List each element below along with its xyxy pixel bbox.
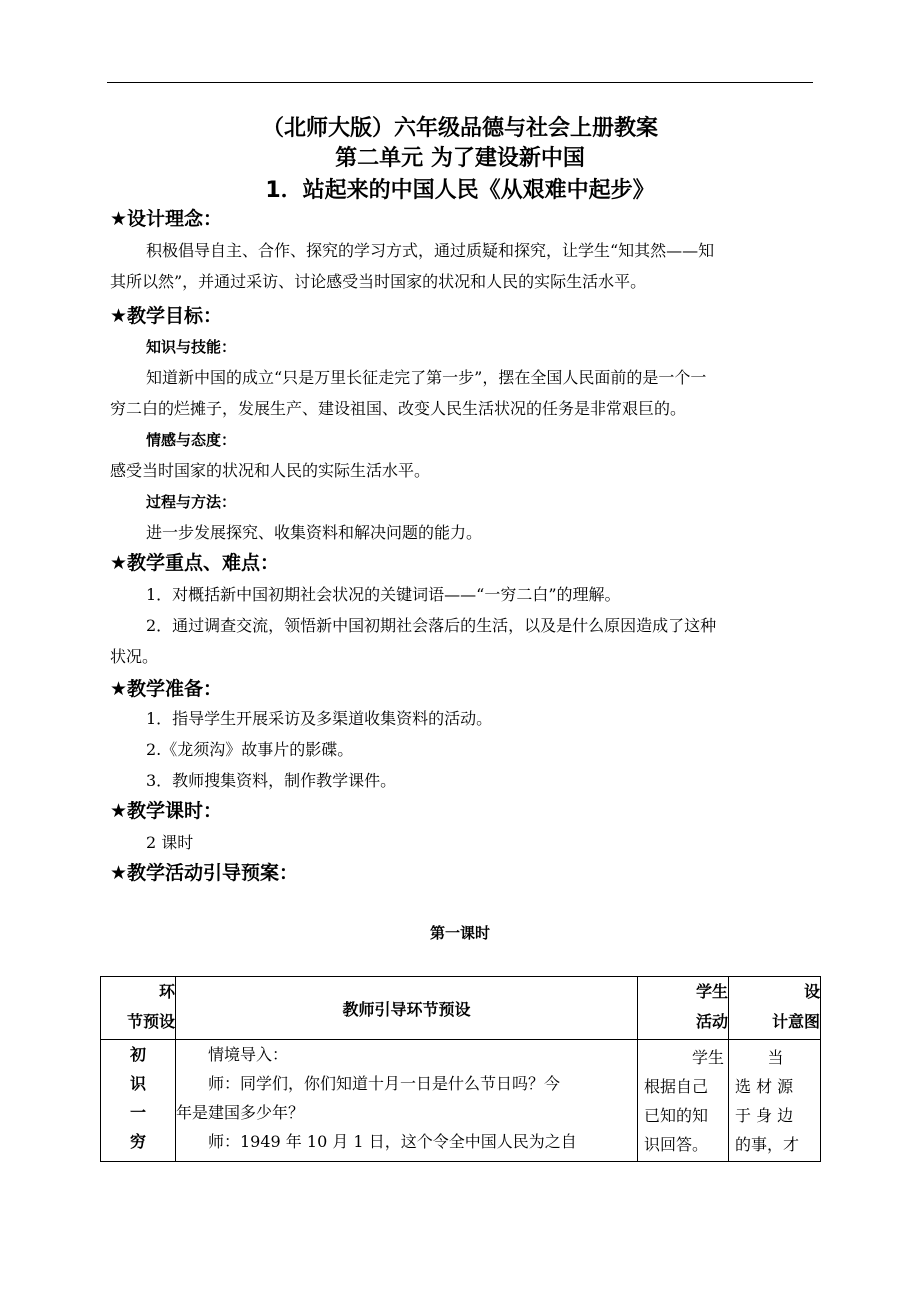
- key-point-2-line2: 状况。: [110, 647, 159, 666]
- teacher-line: 师：1949 年 10 月 1 日，这个令全中国人民为之自: [208, 1132, 577, 1151]
- lesson-plan-table: [100, 976, 821, 1162]
- section-heading-key-points: ★教学重点、难点：: [110, 552, 280, 574]
- student-line: 根据自己: [644, 1077, 709, 1096]
- section-heading-preparation: ★教学准备：: [110, 678, 223, 700]
- section-heading-activities: ★教学活动引导预案：: [110, 862, 299, 884]
- row1-design: [729, 1040, 821, 1162]
- header-step-line1: 环: [158, 982, 175, 1001]
- doc-title: （北师大版）六年级品德与社会上册教案: [261, 116, 658, 141]
- hours-value: 2 课时: [146, 833, 194, 852]
- design-line: 当: [767, 1048, 784, 1067]
- row1-student: [638, 1040, 729, 1162]
- design-concept-line1: 积极倡导自主、合作、探究的学习方式，通过质疑和探究，让学生“知其然——知: [146, 241, 715, 260]
- student-line: 已知的知: [644, 1106, 709, 1125]
- header-rule: [107, 82, 813, 83]
- row1-step: [101, 1040, 176, 1162]
- subheading-emotion: 情感与态度：: [146, 431, 237, 449]
- design-line: 选 材 源: [735, 1077, 794, 1096]
- student-line: 识回答。: [644, 1135, 709, 1154]
- preparation-item-2: 2.《龙须沟》故事片的影碟。: [146, 740, 354, 759]
- header-design-line1: 设: [803, 982, 820, 1001]
- section-heading-objectives: ★教学目标：: [110, 305, 223, 327]
- header-step: [101, 977, 176, 1040]
- preparation-item-3: 3．教师搜集资料，制作教学课件。: [146, 771, 397, 790]
- teacher-line: 年是建国多少年？: [176, 1103, 305, 1122]
- table-row: [101, 1040, 821, 1162]
- teacher-line: 师：同学们，你们知道十月一日是什么节日吗？今: [208, 1074, 561, 1093]
- emotion-line1: 感受当时国家的状况和人民的实际生活水平。: [110, 461, 431, 480]
- teacher-line: 情境导入：: [208, 1045, 289, 1064]
- design-concept-line2: 其所以然”，并通过采访、讨论感受当时国家的状况和人民的实际生活水平。: [110, 272, 647, 291]
- subheading-process: 过程与方法：: [146, 493, 237, 511]
- knowledge-line2: 穷二白的烂摊子，发展生产、建设祖国、改变人民生活状况的任务是非常艰巨的。: [110, 399, 687, 418]
- row1-step-char: 识: [129, 1074, 146, 1093]
- preparation-item-1: 1．指导学生开展采访及多渠道收集资料的活动。: [146, 709, 493, 728]
- unit-title: 第二单元 为了建设新中国: [335, 146, 585, 171]
- row1-teacher: [176, 1040, 638, 1162]
- row1-step-char: 穷: [129, 1132, 146, 1151]
- header-teacher: 教师引导环节预设: [176, 977, 638, 1040]
- header-student-line2: 活动: [695, 1012, 728, 1031]
- section-heading-design-concept: ★设计理念：: [110, 208, 223, 230]
- knowledge-line1: 知道新中国的成立“只是万里长征走完了第一步”，摆在全国人民面前的是一个一: [146, 368, 707, 387]
- header-step-line2: 节预设: [126, 1012, 175, 1031]
- header-student: [638, 977, 729, 1040]
- process-line1: 进一步发展探究、收集资料和解决问题的能力。: [146, 523, 483, 542]
- student-line: 学生: [691, 1048, 724, 1067]
- header-design: [729, 977, 821, 1040]
- row1-step-char: 初: [129, 1045, 146, 1064]
- header-student-line1: 学生: [695, 982, 728, 1001]
- header-design-line2: 计意图: [771, 1012, 820, 1031]
- key-point-2-line1: 2．通过调查交流，领悟新中国初期社会落后的生活，以及是什么原因造成了这种: [146, 616, 717, 635]
- key-point-1: 1．对概括新中国初期社会状况的关键词语——“一穷二白”的理解。: [146, 585, 621, 604]
- design-line: 的事，才: [735, 1135, 800, 1154]
- section-heading-hours: ★教学课时：: [110, 800, 223, 822]
- design-line: 于 身 边: [735, 1106, 794, 1125]
- subheading-knowledge: 知识与技能：: [146, 338, 237, 356]
- table-header-row: [101, 977, 821, 1040]
- lesson-title: 1．站起来的中国人民《从艰难中起步》: [265, 178, 655, 203]
- lesson-caption: 第一课时: [429, 924, 490, 942]
- row1-step-char: 一: [129, 1103, 146, 1122]
